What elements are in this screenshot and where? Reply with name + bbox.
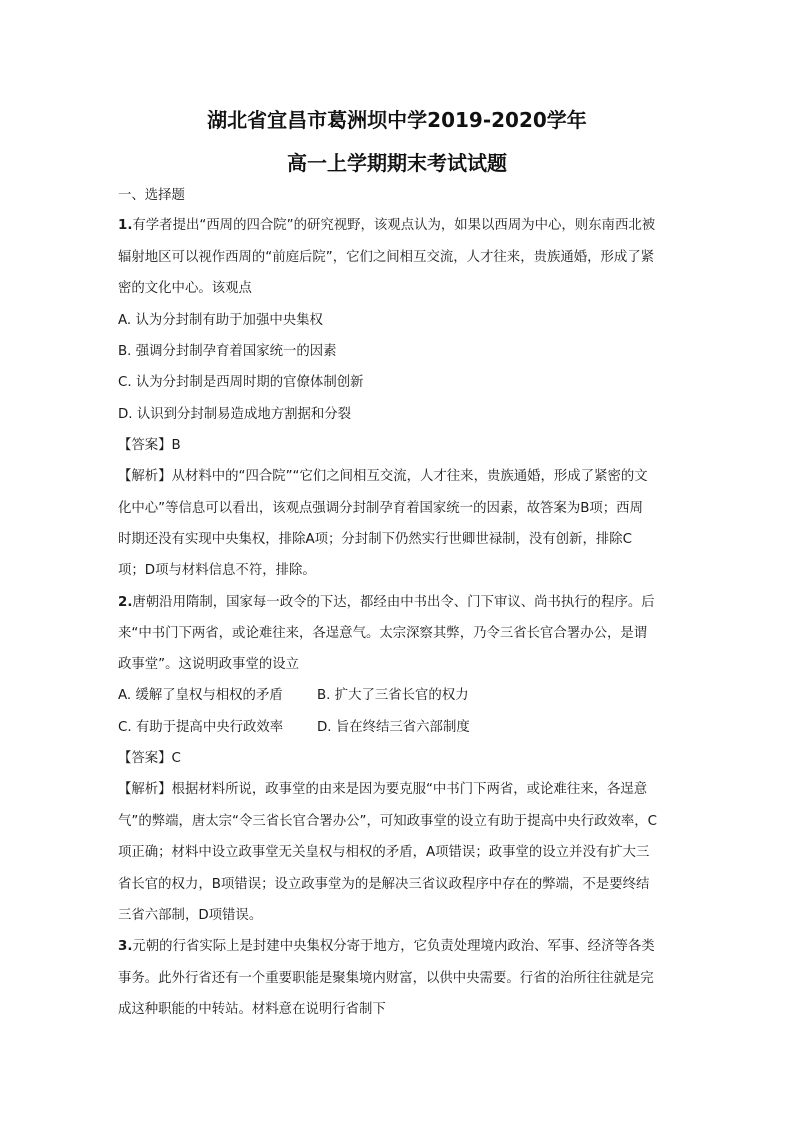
q3-stem-line3: 成这种职能的中转站。材料意在说明行省制下 — [118, 1002, 386, 1017]
q1-analysis-line1: 【解析】从材料中的“四合院”“它们之间相互交流，人才往来，贵族通婚，形成了紧密的文 — [118, 469, 648, 484]
q3-number: 3. — [118, 939, 133, 954]
q1-analysis-line2: 化中心”等信息可以看出，该观点强调分封制孕育着国家统一的因素，故答案为B项；西周 — [118, 501, 643, 516]
q2-option-d: D. 旨在终结三省六部制度 — [317, 720, 470, 735]
q1-answer: 【答案】B — [118, 438, 181, 453]
q1-analysis-line4: 项；D项与材料信息不符，排除。 — [118, 563, 316, 578]
q2-analysis-line4: 省长官的权力，B项错误；设立政事堂为的是解决三省议政程序中存在的弊端，不是要终结 — [118, 877, 650, 892]
q2-option-a: A. 缓解了皇权与相权的矛盾 — [118, 688, 283, 703]
q2-stem-line2: 来“中书门下两省，或论难往来，各逞意气。太宗深察其弊，乃令三省长官合署办公，是谓 — [118, 626, 648, 641]
section-heading: 一、选择题 — [118, 188, 185, 203]
q2-analysis-line2: 气”的弊端，唐太宗“令三省长官合署办公”，可知政事堂的设立有助于提高中央行政效率，C — [118, 814, 658, 829]
q1-option-c: C. 认为分封制是西周时期的官僚体制创新 — [118, 375, 364, 390]
q1-stem-line2: 辐射地区可以视作西周的“前庭后院”，它们之间相互交流，人才往来，贵族通婚，形成了紧 — [118, 250, 655, 265]
q3-stem-line2: 事务。此外行省还有一个重要职能是聚集境内财富，以供中央需要。行省的治所往往就是完 — [118, 971, 654, 986]
q2-number: 2. — [118, 595, 133, 610]
q2-stem-line3: 政事堂”。这说明政事堂的设立 — [118, 657, 300, 672]
q2-analysis-line1: 【解析】根据材料所说，政事堂的由来是因为要克服“中书门下两省，或论难往来，各逞意 — [118, 782, 648, 797]
q1-option-b: B. 强调分封制孕育着国家统一的因素 — [118, 344, 337, 359]
q1-stem-line3: 密的文化中心。该观点 — [118, 281, 252, 296]
q2-analysis-line3: 项正确；材料中设立政事堂无关皇权与相权的矛盾，A项错误；政事堂的设立并没有扩大三 — [118, 845, 650, 860]
q3-stem-line1: 3.元朝的行省实际上是封建中央集权分寄于地方，它负责处理境内政治、军事、经济等各类 — [118, 939, 655, 954]
q2-answer: 【答案】C — [118, 751, 181, 766]
q1-option-a: A. 认为分封制有助于加强中央集权 — [118, 313, 323, 328]
doc-title-line1: 湖北省宜昌市葛洲坝中学2019-2020学年 — [207, 108, 587, 132]
doc-title-line2: 高一上学期期末考试试题 — [287, 151, 507, 175]
q2-analysis-line5: 三省六部制，D项错误。 — [118, 908, 263, 923]
q1-analysis-line3: 时期还没有实现中央集权，排除A项；分封制下仍然实行世卿世禄制，没有创新，排除C — [118, 532, 632, 547]
q2-stem-line1: 2.唐朝沿用隋制，国家每一政令的下达，都经由中书出令、门下审议、尚书执行的程序。后 — [118, 595, 655, 610]
q2-analysis-label: 【解析】 — [118, 782, 172, 797]
q1-number: 1. — [118, 218, 133, 233]
q1-stem-line1: 1.有学者提出“西周的四合院”的研究视野，该观点认为，如果以西周为中心，则东南西北被 — [118, 218, 656, 233]
q1-analysis-label: 【解析】 — [118, 469, 172, 484]
q1-option-d: D. 认识到分封制易造成地方割据和分裂 — [118, 407, 352, 422]
q2-option-c: C. 有助于提高中央行政效率 — [118, 720, 284, 735]
q2-option-b: B. 扩大了三省长官的权力 — [317, 688, 469, 703]
